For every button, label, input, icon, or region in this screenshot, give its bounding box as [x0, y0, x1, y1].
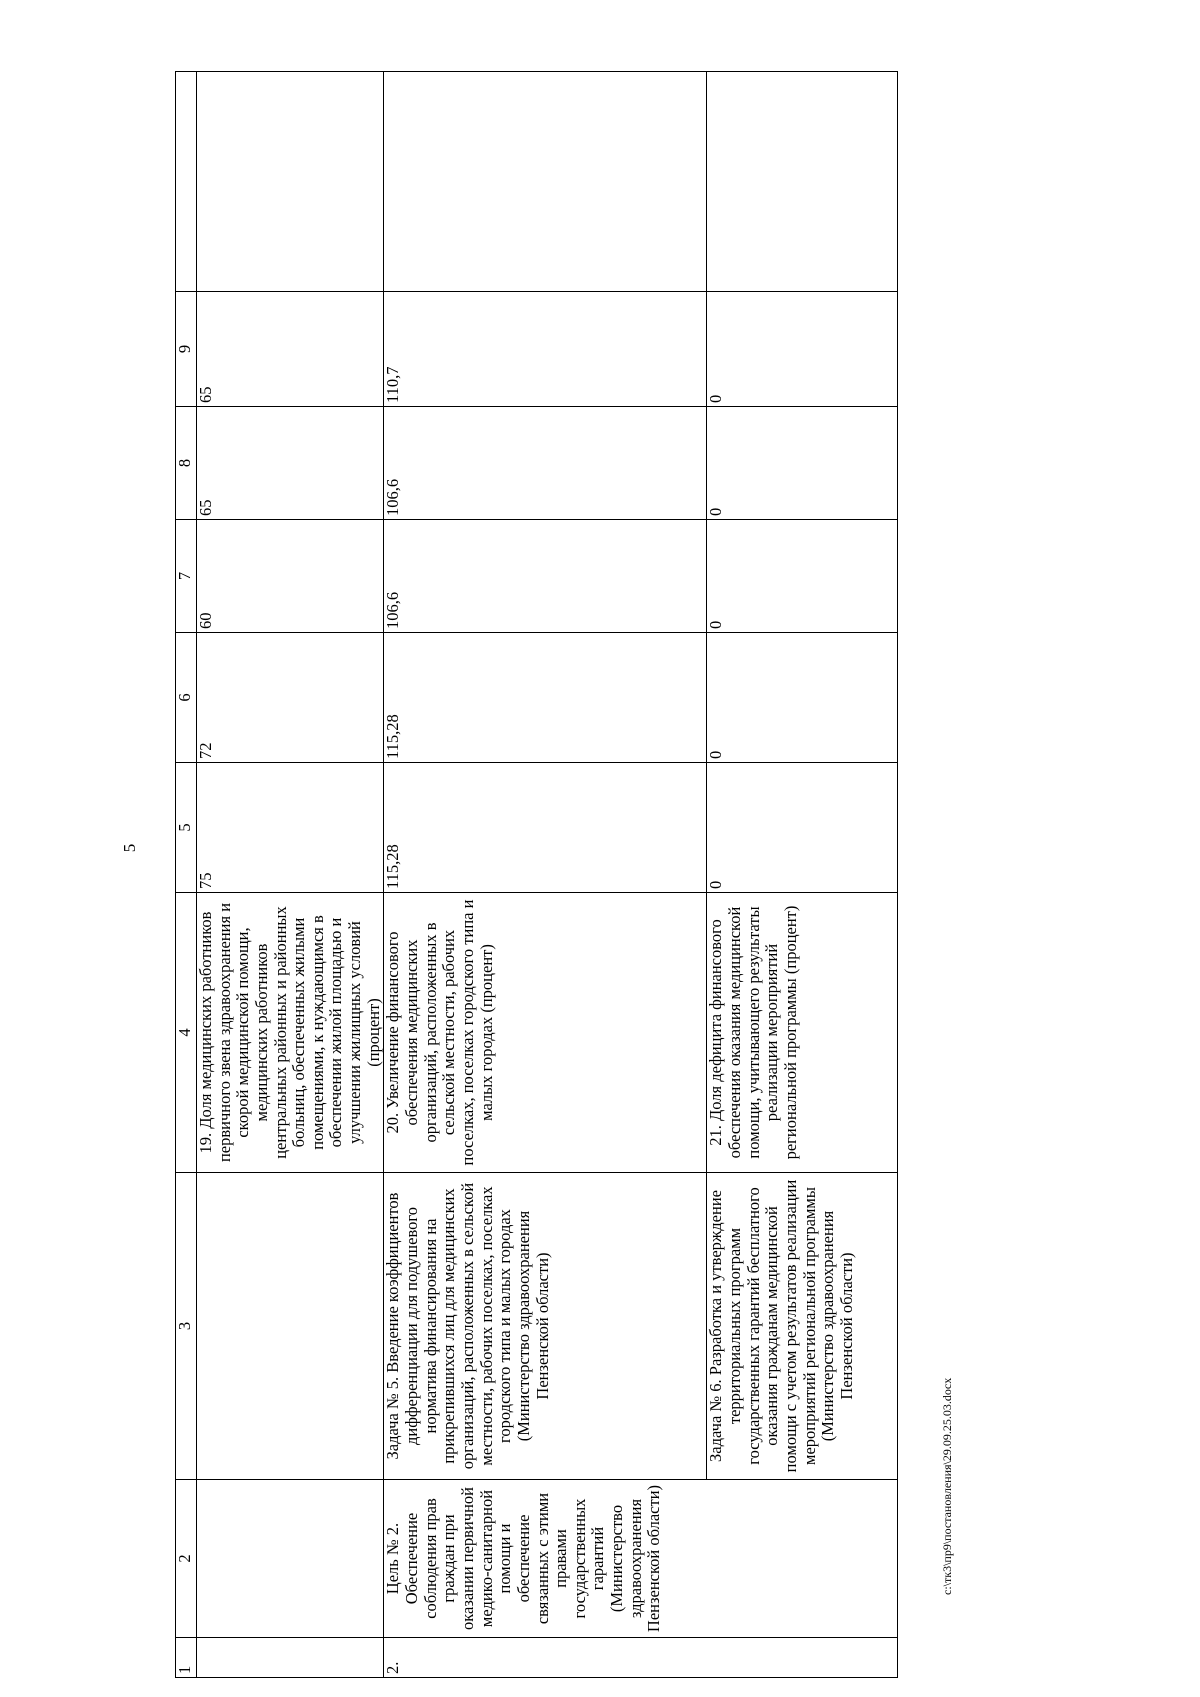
header-col-8: 8	[176, 407, 197, 520]
task-6: Задача № 6. Разработка и утверждение территориальных программ государственных гарантий бесплатного оказания гражданам медицинской помощи с учетом результатов реализации мероприятий региональной программы (Министерство здравоохранения Пензенской области)	[707, 1173, 898, 1480]
header-col-9: 9	[176, 292, 197, 407]
row21-value-7: 0	[707, 520, 898, 633]
table-row-21	[707, 72, 898, 1678]
header-col-empty	[176, 72, 197, 292]
cell-empty-tail	[707, 72, 898, 292]
cell-empty-number	[197, 1638, 384, 1678]
table-row-20	[384, 72, 707, 1678]
goal-2: Цель № 2. Обеспечение соблюдения прав граждан при оказании первичной медико-санитарной помощи и обеспечение связанных с этими правами государственных гарантий (Министерство здравоохранения Пензенской области)	[384, 1480, 898, 1638]
cell-empty-task	[197, 1173, 384, 1480]
header-col-7: 7	[176, 520, 197, 633]
header-col-4: 4	[176, 893, 197, 1173]
task-5: Задача № 5. Введение коэффициентов дифференциации для подушевого норматива финансирования на прикрепившихся лиц для медицинских организаций, расположенных в сельской местности, рабочих поселках, поселках городского типа и малых городах (Министерство здравоохранения Пензенской области)	[384, 1173, 707, 1480]
row21-value-5: 0	[707, 763, 898, 893]
header-col-1: 1	[176, 1638, 197, 1678]
table-container	[175, 72, 1008, 1678]
page-number: 5	[120, 843, 139, 853]
row21-value-8: 0	[707, 407, 898, 520]
header-col-6: 6	[176, 633, 197, 763]
cell-empty-goal	[197, 1480, 384, 1638]
indicator-19: 19. Доля медицинских работников первичного звена здравоохранения и скорой медицинской помощи, медицинских работников центральных районных и районных больниц, обеспеченных жилыми помещениями, к нуждающимся в обеспечении жилой площадью и улучшении жилищных условий (процент)	[197, 893, 384, 1173]
row21-value-9: 0	[707, 292, 898, 407]
indicator-20: 20. Увеличение финансового обеспечения медицинских организаций, расположенных в сельской местности, рабочих поселках, поселках городского типа и малых городах (процент)	[384, 893, 707, 1173]
row21-value-6: 0	[707, 633, 898, 763]
row20-value-8: 106,6	[384, 407, 707, 520]
header-col-5: 5	[176, 763, 197, 893]
table-header-row	[176, 72, 197, 1678]
indicator-21: 21. Доля дефицита финансового обеспечения оказания медицинской помощи, учитывающего результаты реализации мероприятий региональной программы (процент)	[707, 893, 898, 1173]
table-row-19	[197, 72, 384, 1678]
row19-value-9: 65	[197, 292, 384, 407]
indicators-table	[175, 71, 898, 1678]
row19-value-7: 60	[197, 520, 384, 633]
footer-file-path: c:\тк3\пр9\постановления\29.09.25.03.docx	[940, 1377, 954, 1595]
row20-value-9: 110,7	[384, 292, 707, 407]
row20-value-6: 115,28	[384, 633, 707, 763]
row20-value-5: 115,28	[384, 763, 707, 893]
header-col-3: 3	[176, 1173, 197, 1480]
row20-value-7: 106,6	[384, 520, 707, 633]
row19-value-8: 65	[197, 407, 384, 520]
goal-number: 2.	[384, 1638, 898, 1678]
row19-value-5: 75	[197, 763, 384, 893]
header-col-2: 2	[176, 1480, 197, 1638]
row19-value-6: 72	[197, 633, 384, 763]
cell-empty-tail	[384, 72, 707, 292]
cell-empty-tail	[197, 72, 384, 292]
